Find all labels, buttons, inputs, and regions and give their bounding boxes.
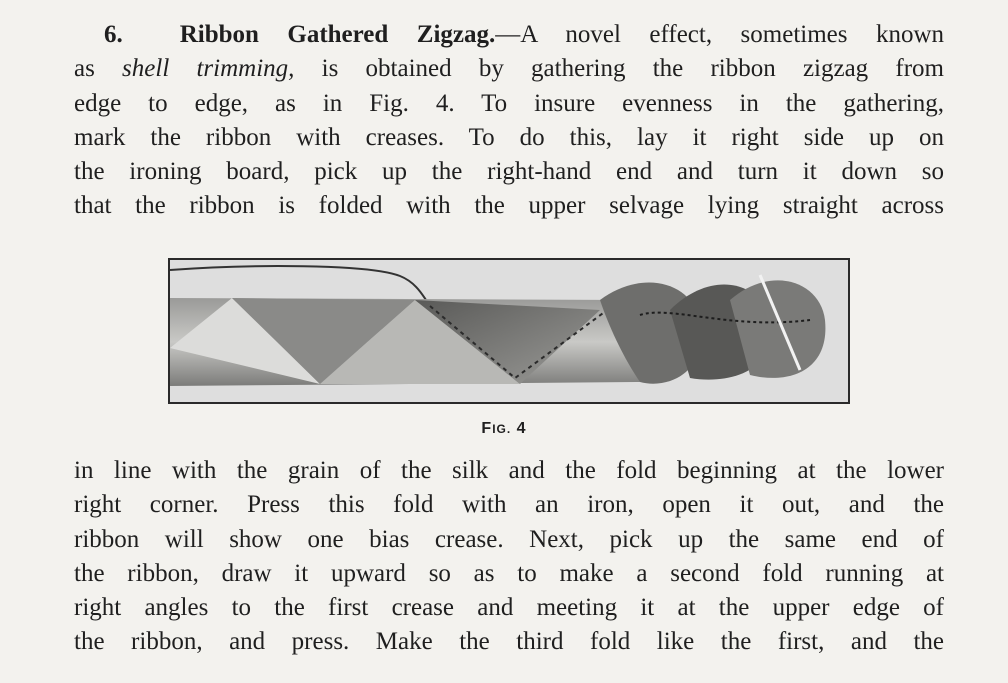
text-line: right corner. Press this fold with an iron, open it out, and the — [74, 491, 944, 519]
text-line — [74, 52, 944, 86]
text-line — [74, 18, 944, 52]
text-line: right angles to the first crease and meeting it at the upper edge of — [74, 594, 944, 622]
italic-term: shell trimming, — [122, 55, 295, 83]
caption-small: IG. — [492, 422, 512, 436]
text-line: that the ribbon is folded with the upper selvage lying straight across — [74, 192, 944, 220]
caption-prefix: F — [481, 420, 493, 437]
figure-caption — [0, 420, 1008, 438]
text-line: the ribbon, draw it upward so as to make a second fold running at — [74, 559, 944, 587]
text-line: the ironing board, pick up the right-hand end and turn it down so — [74, 158, 944, 186]
text-line: ribbon will show one bias crease. Next, pick up the same end of — [74, 525, 944, 553]
text-span: as — [74, 55, 123, 83]
paragraph-continued — [74, 454, 944, 660]
text-line: in line with the grain of the silk and the fold beginning at the lower — [74, 457, 944, 484]
caption-number: 4 — [516, 420, 527, 437]
text-span: is obtained by gathering the ribbon zigzag from — [294, 55, 944, 83]
paragraph-ribbon-gathered-zigzag — [74, 18, 944, 224]
figure-ribbon-photo — [168, 258, 850, 404]
ribbon-illustration — [170, 260, 848, 402]
section-number: 6. — [104, 21, 123, 48]
text-span: —A novel effect, sometimes known — [495, 21, 945, 48]
text-line: the ribbon, and press. Make the third fold like the first, and the — [74, 628, 944, 656]
section-heading: Ribbon Gathered Zigzag. — [179, 21, 496, 48]
text-line: mark the ribbon with creases. To do this, lay it right side up on — [74, 123, 944, 151]
text-line: edge to edge, as in Fig. 4. To insure evenness in the gathering, — [74, 89, 944, 117]
